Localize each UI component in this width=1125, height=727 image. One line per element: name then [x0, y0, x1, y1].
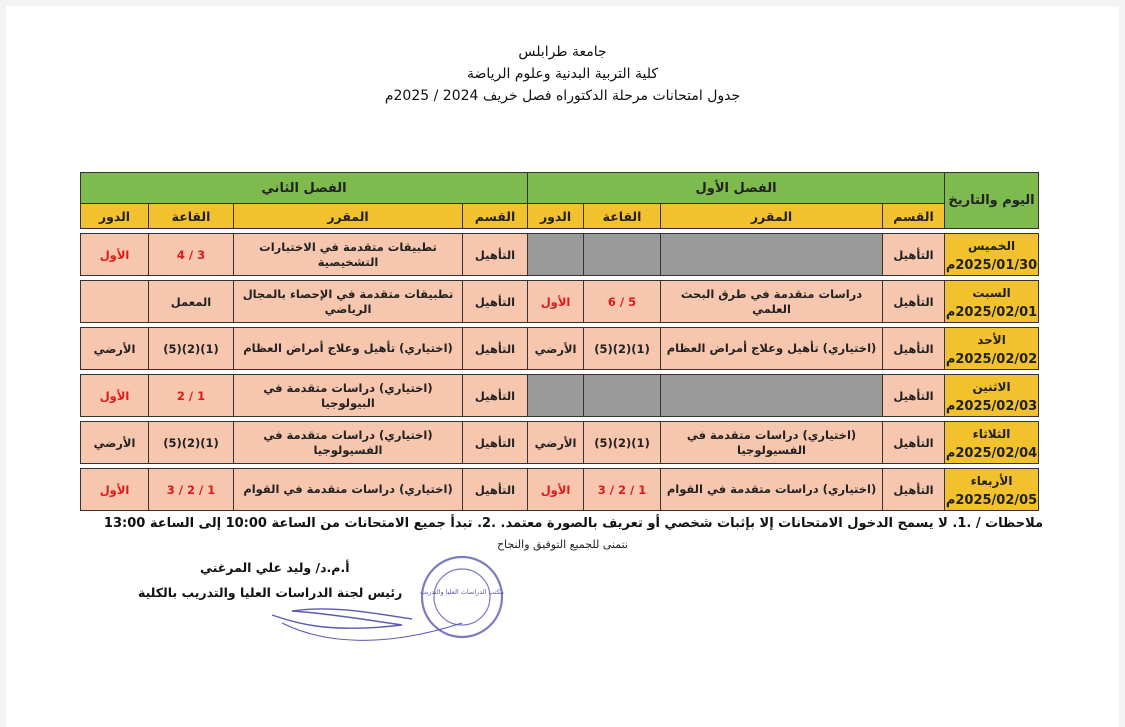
s1-dept: التأهيل — [883, 375, 945, 417]
semester-1-header: الفصل الأول — [528, 173, 945, 204]
table-row — [81, 328, 1039, 370]
s1-course: (اختياري) دراسات متقدمة في الفسيولوجيا — [661, 422, 883, 464]
s2-course: (اختياري) دراسات متقدمة في القوام — [234, 469, 463, 511]
exam-date: 2025/02/02م — [945, 352, 1038, 367]
day-date-cell — [945, 422, 1039, 464]
day-date-cell — [945, 375, 1039, 417]
day-name: السبت — [972, 286, 1011, 300]
s1-dept: التأهيل — [883, 328, 945, 370]
s2-dept: التأهيل — [463, 469, 528, 511]
s2-round: الأول — [81, 234, 149, 276]
signature-scribble — [272, 609, 412, 628]
col-header-room: القاعة — [149, 204, 234, 229]
s1-course: دراسات متقدمة في طرق البحث العلمي — [661, 281, 883, 323]
s1-dept: التأهيل — [883, 422, 945, 464]
good-luck-wish: نتمنى للجميع التوفيق والنجاح — [496, 538, 629, 551]
col-header-round: الدور — [528, 204, 584, 229]
s2-room: 3 / 4 — [149, 234, 234, 276]
s2-round: الأرضي — [81, 328, 149, 370]
exam-date: 2025/02/05م — [945, 493, 1038, 508]
s2-dept: التأهيل — [463, 328, 528, 370]
day-name: الاثنين — [972, 380, 1011, 394]
faculty-name: كلية التربية البدنية وعلوم الرياضة — [466, 66, 658, 82]
s1-dept: التأهيل — [883, 281, 945, 323]
s1-course: (اختياري) دراسات متقدمة في القوام — [661, 469, 883, 511]
s1-room: 5 / 6 — [584, 281, 661, 323]
s1-dept: التأهيل — [883, 234, 945, 276]
col-header-dept: القسم — [883, 204, 945, 229]
table-row — [81, 375, 1039, 417]
semester-2-header: الفصل الثاني — [81, 173, 528, 204]
stamp-inner-ring — [434, 569, 490, 625]
exam-date: 2025/02/01م — [945, 305, 1038, 320]
s2-round: الأول — [81, 469, 149, 511]
exam-date: 2025/02/04م — [945, 446, 1038, 461]
s1-room-empty — [584, 234, 661, 276]
table-row — [81, 281, 1039, 323]
exam-date: 2025/02/03م — [945, 399, 1038, 414]
table-row — [81, 469, 1039, 511]
s2-round: الأول — [81, 375, 149, 417]
signatory-title: رئيس لجنة الدراسات العليا والتدريب بالكلية — [138, 585, 403, 600]
day-date-header: اليوم والتاريخ — [945, 173, 1039, 229]
s1-round-empty — [528, 234, 584, 276]
s2-room: 1 / 2 / 3 — [149, 469, 234, 511]
s2-dept: التأهيل — [463, 234, 528, 276]
day-name: الثلاثاء — [972, 427, 1011, 441]
s2-round: الأرضي — [81, 422, 149, 464]
exam-date: 2025/01/30م — [945, 258, 1038, 273]
s2-room: المعمل — [149, 281, 234, 323]
s1-room: 1 / 2 / 3 — [584, 469, 661, 511]
university-name: جامعة طرابلس — [518, 44, 607, 60]
col-header-dept: القسم — [463, 204, 528, 229]
day-date-cell — [945, 281, 1039, 323]
day-name: الأربعاء — [970, 474, 1013, 488]
s1-course-empty — [661, 375, 883, 417]
signatory-name: أ.م.د/ وليد علي المرغني — [200, 560, 350, 575]
col-header-course: المقرر — [661, 204, 883, 229]
table-row — [81, 234, 1039, 276]
s1-round: الأول — [528, 281, 584, 323]
exam-notes: ملاحظات / .1. لا يسمح الدخول الامتحانات إلا بإثبات شخصي أو تعريف بالصورة معتمد. .2. تبدأ جميع الامتحانات من الساعة 10:00 إلى الساعة 13:00 — [103, 516, 1043, 531]
s1-round-empty — [528, 375, 584, 417]
table-row — [81, 422, 1039, 464]
s1-round: الأرضي — [528, 422, 584, 464]
s2-room: 1 / 2 — [149, 375, 234, 417]
day-date-cell — [945, 328, 1039, 370]
s2-course: (اختياري) دراسات متقدمة في الفسيولوجيا — [234, 422, 463, 464]
day-date-cell — [945, 234, 1039, 276]
s1-room: (1)(2)(5) — [584, 422, 661, 464]
exam-schedule-table — [80, 172, 1039, 511]
s2-dept: التأهيل — [463, 422, 528, 464]
col-header-course: المقرر — [234, 204, 463, 229]
s2-course: تطبيقات متقدمة في الاختبارات التشخيصية — [234, 234, 463, 276]
stamp-text: مكتب الدراسات العليا والتدريب — [420, 588, 504, 596]
s1-dept: التأهيل — [883, 469, 945, 511]
schedule-title: جدول امتحانات مرحلة الدكتوراه فصل خريف 2024 / 2025م — [384, 88, 741, 104]
s2-dept: التأهيل — [463, 375, 528, 417]
s1-course-empty — [661, 234, 883, 276]
col-header-room: القاعة — [584, 204, 661, 229]
s1-round: الأرضي — [528, 328, 584, 370]
s1-round: الأول — [528, 469, 584, 511]
s1-course: (اختياري) تأهيل وعلاج أمراض العظام — [661, 328, 883, 370]
day-name: الخميس — [967, 239, 1016, 253]
s1-room: (1)(2)(5) — [584, 328, 661, 370]
day-name: الأحد — [977, 333, 1006, 347]
s2-dept: التأهيل — [463, 281, 528, 323]
s2-course: تطبيقات متقدمة في الإحصاء بالمجال الرياضي — [234, 281, 463, 323]
s2-room: (1)(2)(5) — [149, 422, 234, 464]
s1-room-empty — [584, 375, 661, 417]
s2-course: (اختياري) دراسات متقدمة في البيولوجيا — [234, 375, 463, 417]
s2-round — [81, 281, 149, 323]
s2-course: (اختياري) تأهيل وعلاج أمراض العظام — [234, 328, 463, 370]
day-date-cell — [945, 469, 1039, 511]
s2-room: (1)(2)(5) — [149, 328, 234, 370]
col-header-round: الدور — [81, 204, 149, 229]
